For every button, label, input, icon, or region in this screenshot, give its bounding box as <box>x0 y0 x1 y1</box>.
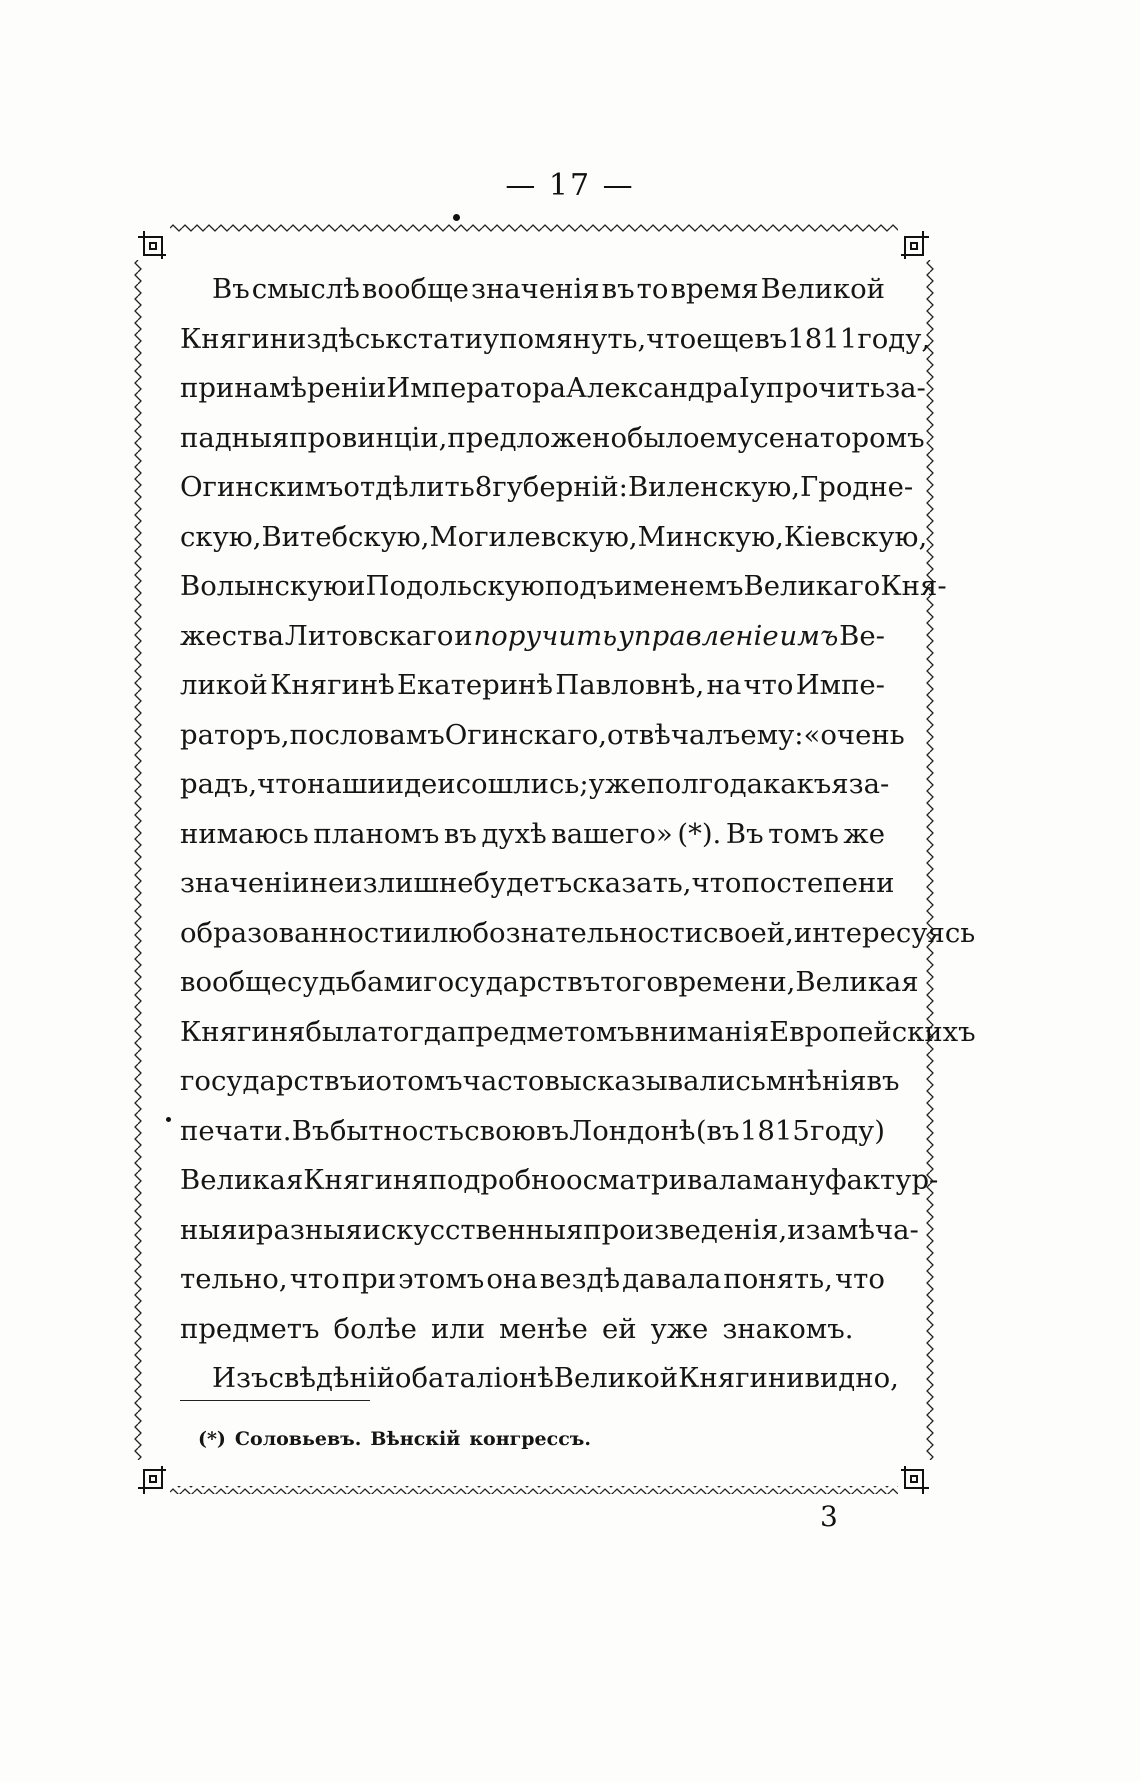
text-line: падныя провинціи, предложено было ему сенаторомъ <box>180 421 925 454</box>
ink-dot <box>453 214 460 221</box>
footnote-rule <box>180 1400 370 1401</box>
text-line: Огинскимъ отдѣлить 8 губерній: Виленскую, Гродне- <box>180 471 914 503</box>
text-line: Волынскую и Подольскую подъ именемъ Великаго Кня- <box>180 570 947 602</box>
corner-ornament-icon <box>897 229 931 263</box>
text-line: Княгини здѣсь кстати упомянуть, что еще въ 1811 году, <box>180 322 931 355</box>
corner-ornament-icon <box>136 229 170 263</box>
text-line: нимаюсь планомъ въ духѣ вашего» (*). Въ томъ же <box>180 817 885 850</box>
text-line: жества Литовскаго и поручить управленіе имъ Ве- <box>180 619 885 652</box>
text-line: при намѣреніи Императора Александра I упрочить за- <box>180 372 926 404</box>
signature-mark: 3 <box>820 1500 838 1533</box>
text-line: Княгиня была тогда предметомъ вниманія Европейскихъ <box>180 1015 976 1048</box>
corner-ornament-icon <box>897 1462 931 1496</box>
text-line: раторъ, по словамъ Огинскаго, отвѣчалъ ему: «очень <box>180 718 905 751</box>
footnote: (*) Соловьевъ. Вѣнскій конгрессъ. <box>198 1428 591 1450</box>
text-line: предметъ болѣе или менѣе ей уже знакомъ. <box>180 1312 854 1345</box>
text-line: скую, Витебскую, Могилевскую, Минскую, Кіевскую, <box>180 520 928 553</box>
text-line: радъ, что наши идеи сошлись; уже полгода какъ я за- <box>180 768 890 800</box>
text-line: ликой Княгинѣ Екатеринѣ Павловнѣ, на что Импе- <box>180 669 885 701</box>
text-line: образованности и любознательности своей, интересуясь <box>180 916 976 949</box>
text-line: Великая Княгиня подробно осматривала мануфактур- <box>180 1164 939 1196</box>
text-line: ныя и разныя искусственныя произведенія, и замѣча- <box>180 1213 919 1246</box>
text-line: Изъ свѣдѣній о баталіонѣ Великой Княгини видно, <box>212 1362 899 1394</box>
text-line: значеніи не излишне будетъ сказать, что по степени <box>180 867 895 899</box>
margin-mark <box>166 1117 171 1122</box>
text-line: вообще судьбами государствъ того времени, Великая <box>180 966 919 998</box>
text-line: государствъ и о томъ часто высказывались мнѣнія въ <box>180 1065 900 1097</box>
text-line: Въ смыслѣ вообще значенія въ то время Великой <box>212 273 885 305</box>
main-text <box>180 265 976 1404</box>
text-line: печати. Въ бытность свою въ Лондонѣ (въ 1815 году) <box>180 1114 885 1147</box>
text-line: тельно, что при этомъ она вездѣ давала понять, что <box>180 1263 885 1295</box>
corner-ornament-icon <box>136 1462 170 1496</box>
page-number: — 17 — <box>505 168 635 203</box>
